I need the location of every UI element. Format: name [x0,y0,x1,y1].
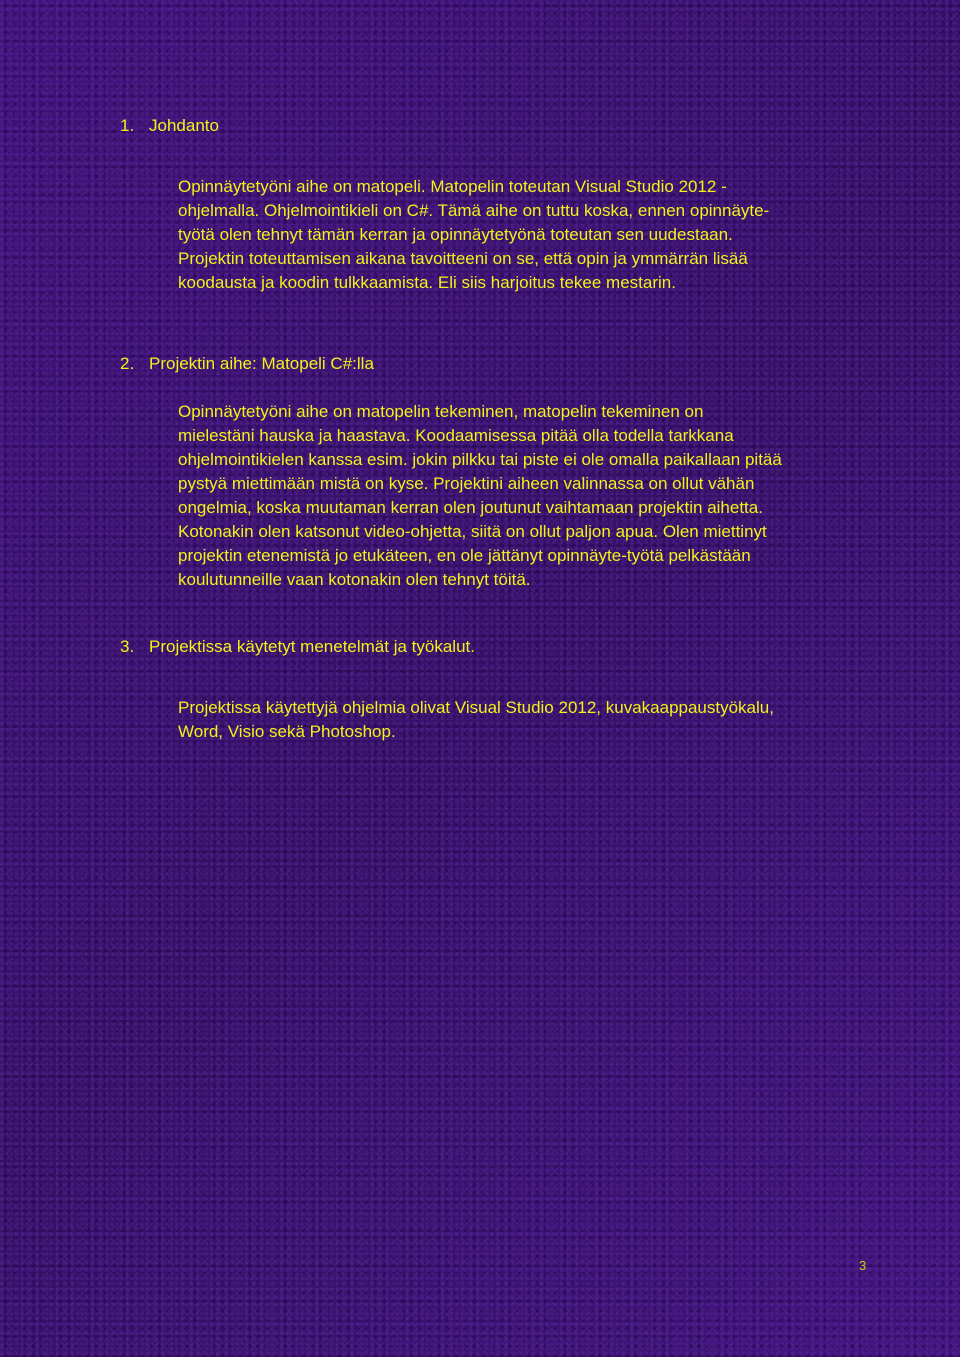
paragraph-line: Projektin toteuttamisen aikana tavoitteeni on se, että opin ja ymmärrän lisää [178,249,748,268]
section-title: Projektissa käytetyt menetelmät ja työkalut. [149,637,475,656]
paragraph-line: projektin etenemistä jo etukäteen, en ole jättänyt opinnäyte-työtä pelkästään [178,546,751,565]
section-number: 2. [120,354,135,373]
paragraph-line: ohjelmointikielen kanssa esim. jokin pilkku tai piste ei ole omalla paikallaan pitää [178,450,782,469]
section-paragraph-menetelmat [178,696,878,744]
paragraph-line: Projektissa käytettyjä ohjelmia olivat Visual Studio 2012, kuvakaappaustyökalu, [178,698,774,717]
paragraph-line: Word, Visio sekä Photoshop. [178,722,396,741]
paragraph-line: ongelmia, koska muutaman kerran olen joutunut vaihtamaan projektin aihetta. [178,498,763,517]
paragraph-line: ohjelmalla. Ohjelmointikieli on C#. Tämä aihe on tuttu koska, ennen opinnäyte- [178,201,770,220]
section-number: 1. [120,116,135,135]
paragraph-line: Opinnäytetyöni aihe on matopeli. Matopelin toteutan Visual Studio 2012 - [178,177,727,196]
paragraph-line: mielestäni hauska ja haastava. Koodaamisessa pitää olla todella tarkkana [178,426,734,445]
section-paragraph-projektin-aihe [178,400,878,592]
paragraph-line: pystyä miettimään mistä on kyse. Projektini aiheen valinnassa on ollut vähän [178,474,755,493]
page-number: 3 [859,1258,867,1273]
paragraph-line: Kotonakin olen katsonut video-ohjetta, siitä on ollut paljon apua. Olen miettinyt [178,522,767,541]
paragraph-line: työtä olen tehnyt tämän kerran ja opinnäytetyönä toteutan sen uudestaan. [178,225,733,244]
paragraph-line: Opinnäytetyöni aihe on matopelin tekeminen, matopelin tekeminen on [178,402,704,421]
section-heading-johdanto [120,114,219,138]
paragraph-line: koodausta ja koodin tulkkaamista. Eli siis harjoitus tekee mestarin. [178,273,676,292]
section-title: Johdanto [149,116,219,135]
section-paragraph-johdanto [178,175,878,295]
section-heading-projektin-aihe [120,352,374,376]
paragraph-line: koulutunneille vaan kotonakin olen tehnyt töitä. [178,570,531,589]
section-number: 3. [120,637,135,656]
section-title: Projektin aihe: Matopeli C#:lla [149,354,374,373]
section-heading-menetelmat [120,635,475,659]
